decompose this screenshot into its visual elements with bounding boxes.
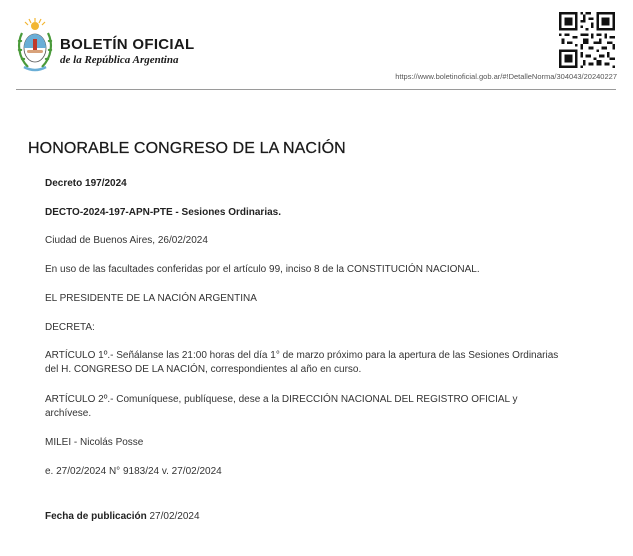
place-date: Ciudad de Buenos Aires, 26/02/2024	[45, 235, 208, 246]
brand-subtitle: de la República Argentina	[60, 54, 179, 66]
page-header	[0, 0, 633, 90]
header-divider	[16, 89, 616, 90]
decreta: DECRETA:	[45, 322, 95, 333]
decree-number: Decreto 197/2024	[45, 178, 127, 189]
signatures: MILEI - Nicolás Posse	[45, 437, 144, 448]
publication-reference: e. 27/02/2024 N° 9183/24 v. 27/02/2024	[45, 466, 222, 477]
organism-title: HONORABLE CONGRESO DE LA NACIÓN	[28, 140, 346, 157]
article-1-line-1: ARTÍCULO 1º.- Señálanse las 21:00 horas del día 1° de marzo próximo para la apertura de las Sesiones Ordinarias	[45, 350, 559, 361]
publication-date-label: Fecha de publicación	[45, 511, 147, 522]
article-1-line-2: del H. CONGRESO DE LA NACIÓN, correspondientes al año en curso.	[45, 364, 362, 375]
qr-code-icon[interactable]	[559, 12, 615, 68]
document-url[interactable]: https://www.boletinoficial.gob.ar/#!DetalleNorma/304043/20240227	[395, 72, 617, 81]
decree-code: DECTO-2024-197-APN-PTE - Sesiones Ordinarias.	[45, 207, 282, 218]
article-2	[45, 393, 605, 421]
article-2-line-2: archívese.	[45, 408, 92, 419]
publication-date-value: 27/02/2024	[149, 511, 200, 522]
article-1	[45, 349, 605, 377]
brand-title: BOLETÍN OFICIAL	[60, 36, 195, 53]
authority: EL PRESIDENTE DE LA NACIÓN ARGENTINA	[45, 293, 257, 304]
article-2-line-1: ARTÍCULO 2º.- Comuníquese, publíquese, dese a la DIRECCIÓN NACIONAL DEL REGISTRO OFICIAL y	[45, 394, 518, 405]
argentina-coat-of-arms-icon	[16, 17, 54, 75]
publication-date	[45, 510, 605, 524]
preamble: En uso de las facultades conferidas por el artículo 99, inciso 8 de la CONSTITUCIÓN NACIONAL.	[45, 264, 480, 275]
